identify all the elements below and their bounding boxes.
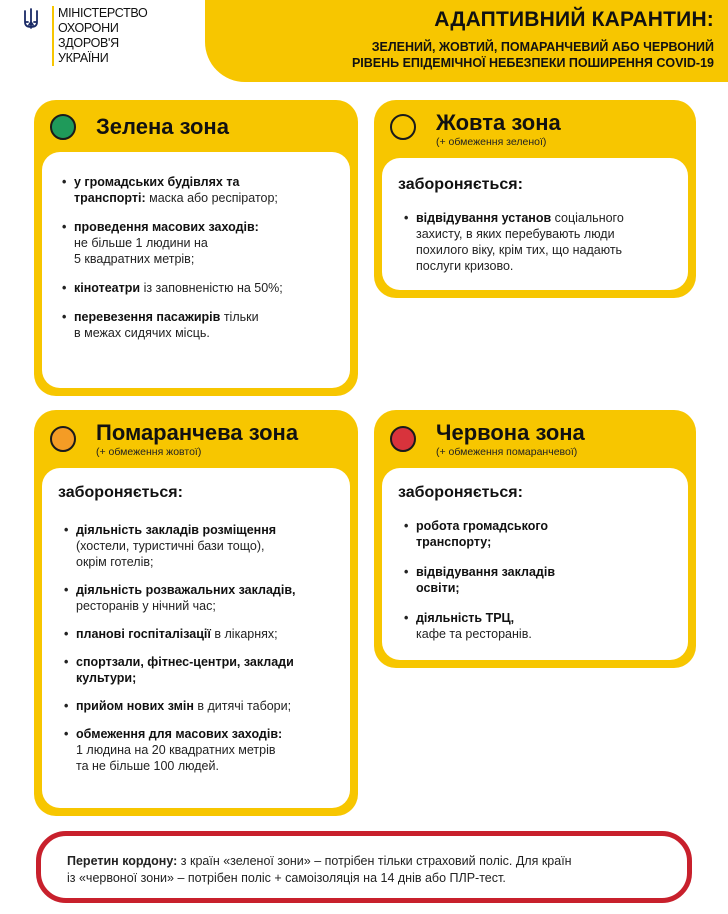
item-text: та не більше 100 людей. [76, 759, 219, 773]
zone-title: Червона зона [436, 420, 585, 445]
subtitle-line: ЗЕЛЕНИЙ, ЖОВТИЙ, ПОМАРАНЧЕВИЙ АБО ЧЕРВОНИЙ [371, 40, 714, 54]
item-text: тільки [223, 310, 259, 324]
list-item [64, 698, 344, 714]
forbidden-heading: забороняється: [398, 484, 523, 501]
item-text: окрім готелів; [76, 555, 154, 569]
list-item [62, 280, 332, 296]
item-bold: культури; [76, 671, 137, 685]
ministry-line: ЗДОРОВ'Я [58, 36, 119, 50]
list-item [62, 219, 332, 267]
item-text: (хостели, туристичні бази тощо), [76, 539, 265, 553]
red-zone-card [374, 410, 696, 668]
trident-icon [20, 8, 42, 30]
zone-subtitle: (+ обмеження жовтої) [96, 446, 202, 458]
border-crossing-box [36, 831, 692, 903]
item-bold: • проведення масових заходів: [74, 220, 259, 234]
border-crossing-text [67, 853, 667, 887]
ministry-line: УКРАЇНИ [58, 51, 109, 65]
item-text: похилого віку, крім тих, що надають [416, 243, 623, 257]
item-bold: • діяльність розважальних закладів, [76, 583, 296, 597]
item-bold: • обмеження для масових заходів: [76, 727, 283, 741]
item-text: не більше 1 людини на [74, 236, 208, 250]
item-bold: транспорті: [74, 191, 146, 205]
zone-body [382, 468, 688, 660]
item-text: в лікарнях; [214, 627, 278, 641]
zone-subtitle: (+ обмеження зеленої) [436, 136, 547, 148]
list-item [64, 726, 344, 774]
rules-list [404, 210, 684, 274]
red-zone-dot-icon [390, 426, 416, 452]
page-title: АДАПТИВНИЙ КАРАНТИН: [434, 8, 714, 31]
green-zone-card [34, 100, 358, 396]
zone-body [42, 468, 350, 808]
item-text: послуги кризово. [416, 259, 514, 273]
border-crossing-line: з країн «зеленої зони» – потрібен тільки страховий поліс. Для країн [180, 854, 572, 868]
item-bold: • діяльність закладів розміщення [76, 523, 277, 537]
zone-subtitle: (+ обмеження помаранчевої) [436, 446, 578, 458]
rules-list [62, 174, 332, 341]
zone-title: Помаранчева зона [96, 420, 299, 445]
item-bold: кінотеатри [74, 281, 141, 295]
item-text: в межах сидячих місць. [74, 326, 210, 340]
zone-title: Жовта зона [436, 110, 561, 135]
list-item [404, 210, 684, 274]
item-text: кафе та ресторанів. [416, 627, 532, 641]
list-item [64, 626, 344, 642]
item-bold: освіти; [416, 581, 460, 595]
item-text: соціального [554, 211, 624, 225]
item-text: ресторанів у нічний час; [76, 599, 216, 613]
item-text: із заповненістю на 50%; [143, 281, 283, 295]
rules-list [404, 518, 674, 642]
yellow-zone-dot-icon [390, 114, 416, 140]
ministry-name [52, 6, 178, 66]
border-crossing-label: Перетин кордону: [67, 854, 178, 868]
item-bold: • спортзали, фітнес-центри, заклади [76, 655, 294, 669]
item-bold: • у громадських будівлях та [74, 175, 240, 189]
list-item [64, 582, 344, 614]
list-item [404, 518, 674, 550]
item-bold: • діяльність ТРЦ, [416, 611, 515, 625]
ministry-line: ОХОРОНИ [58, 21, 119, 35]
zone-body [382, 158, 688, 290]
ministry-line: МІНІСТЕРСТВО [58, 6, 148, 20]
item-bold: відвідування установ [416, 211, 552, 225]
list-item [64, 654, 344, 686]
list-item [62, 309, 332, 341]
ministry-logo-block [0, 0, 205, 80]
yellow-zone-card [374, 100, 696, 298]
orange-zone-card [34, 410, 358, 816]
subtitle-line: РІВЕНЬ ЕПІДЕМІЧНОЇ НЕБЕЗПЕКИ ПОШИРЕННЯ COVID-19 [351, 56, 714, 70]
item-text: 5 квадратних метрів; [74, 252, 195, 266]
list-item [64, 522, 344, 570]
green-zone-dot-icon [50, 114, 76, 140]
item-bold: прийом нових змін [76, 699, 194, 713]
page-subtitle [244, 39, 714, 71]
forbidden-heading: забороняється: [58, 484, 183, 501]
item-text: захисту, в яких перебувають люди [416, 227, 615, 241]
border-crossing-line: із «червоної зони» – потрібен поліс + самоізоляція на 14 днів або ПЛР-тест. [67, 871, 506, 885]
rules-list [64, 522, 344, 774]
item-bold: перевезення пасажирів [74, 310, 221, 324]
list-item [404, 564, 674, 596]
item-bold: • робота громадського [416, 519, 549, 533]
zone-title: Зелена зона [96, 114, 229, 139]
item-bold: • відвідування закладів [416, 565, 556, 579]
item-text: 1 людина на 20 квадратних метрів [76, 743, 276, 757]
item-text: маска або респіратор; [149, 191, 278, 205]
item-bold: планові госпіталізації [76, 627, 211, 641]
title-banner [205, 0, 728, 82]
list-item [62, 174, 332, 206]
forbidden-heading: забороняється: [398, 176, 523, 193]
item-bold: транспорту; [416, 535, 492, 549]
zone-body [42, 152, 350, 388]
orange-zone-dot-icon [50, 426, 76, 452]
item-text: в дитячі табори; [197, 699, 292, 713]
list-item [404, 610, 674, 642]
